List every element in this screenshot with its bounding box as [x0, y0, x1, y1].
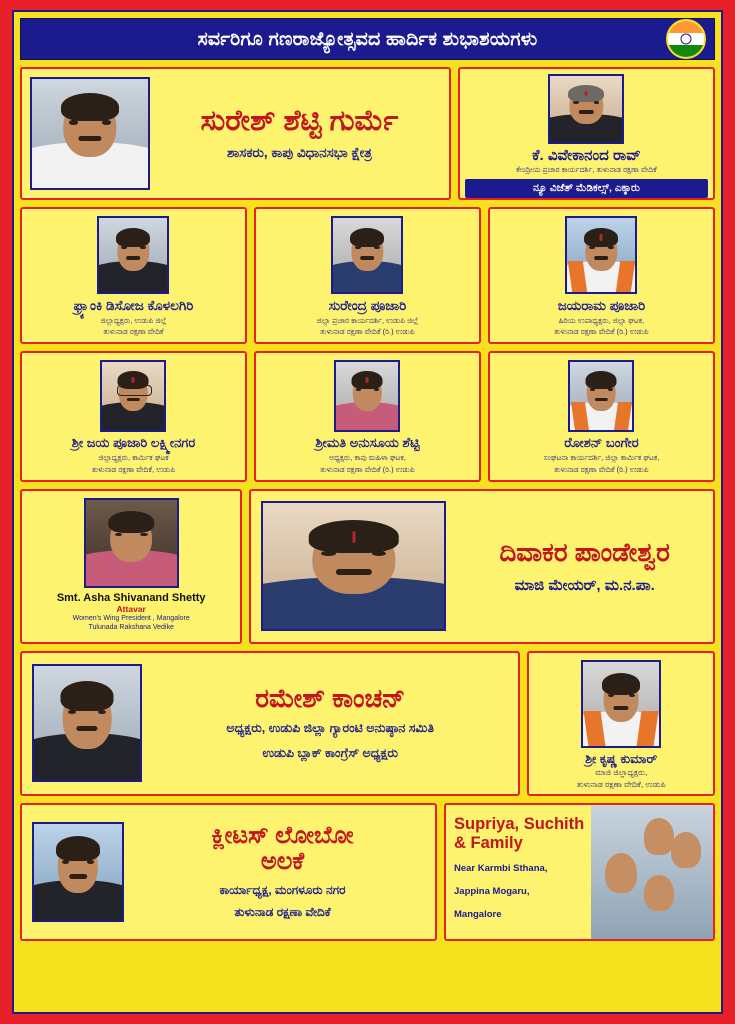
surendra-poojary-desc-1: ಜಿಲ್ಲಾ ಪ್ರಚಾರ ಕಾರ್ಯದರ್ಶಿ, ಉಡುಪಿ ಜಿಲ್ಲೆ: [316, 315, 419, 325]
card-surendra-poojary: [254, 207, 481, 344]
surendra-poojary-desc-2: ತುಳುನಾಡ ರಕ್ಷಣಾ ವೇದಿಕೆ (ರಿ.) ಉಡುಪಿ: [320, 326, 415, 336]
roshan-bangera-desc-2: ತುಳುನಾಡ ರಕ್ಷಣಾ ವೇದಿಕೆ (ರಿ.) ಉಡುಪಿ: [554, 464, 649, 474]
portrait-asha-shivanand-shetty: [84, 498, 179, 588]
portrait-cletus-lobo: [32, 822, 124, 922]
photo-family-group: [591, 805, 713, 939]
ramesh-kanchan-desc-2: ಉಡುಪಿ ಬ್ಲಾಕ್ ಕಾಂಗ್ರೆಸ್ ಅಧ್ಯಕ್ಷರು: [262, 746, 398, 761]
divakara-name: ದಿವಾಕರ ಪಾಂಡೇಶ್ವರ: [499, 537, 670, 568]
portrait-k-vivekananda-rao: [548, 74, 624, 144]
flag-band-saffron: [668, 21, 704, 33]
family-addr-1: Near Karmbi Sthana,: [454, 862, 548, 874]
card-cletus-lobo: [20, 803, 437, 941]
header-banner: [20, 18, 715, 60]
flag-band-white: [668, 33, 704, 45]
asha-shetty-name: Smt. Asha Shivanand Shetty: [56, 591, 206, 604]
cletus-lobo-name-2: ಅಲಕೆ: [260, 848, 305, 876]
jaya-poojary-name: ಶ್ರೀ ಜಯ ಪೂಜಾರಿ ಲಕ್ಷ್ಮೀನಗರ: [71, 435, 196, 451]
header-greeting: ಸರ್ವರಿಗೂ ಗಣರಾಜ್ಯೋತ್ಸವದ ಹಾರ್ದಿಕ ಶುಭಾಶಯಗಳು: [197, 28, 538, 50]
block-row-two: [20, 207, 715, 344]
portrait-franky-dsouza: [97, 216, 169, 294]
family-name-2: & Family: [454, 833, 523, 852]
block-featured-leader: [20, 67, 715, 200]
cletus-lobo-desc-2: ತುಳುನಾಡ ರಕ್ಷಣಾ ವೇದಿಕೆ: [234, 905, 331, 920]
jaya-poojary-desc-2: ತುಳುನಾಡ ರಕ್ಷಣಾ ವೇದಿಕೆ, ಉಡುಪಿ: [91, 464, 176, 474]
krishna-kumar-desc-1: ಮಾಜಿ ಜಿಲ್ಲಾಧ್ಯಕ್ಷರು,: [595, 768, 648, 778]
anusuya-shetty-name: ಶ್ರೀಮತಿ ಅನುಸೂಯ ಶೆಟ್ಟಿ: [315, 435, 420, 451]
roshan-bangera-desc-1: ಸಂಘಟನಾ ಕಾರ್ಯದರ್ಶಿ, ಜಿಲ್ಲಾ ಕಾರ್ಮಿಕ ಘಟಕ,: [543, 453, 660, 463]
krishna-kumar-desc-2: ತುಳುನಾಡ ರಕ್ಷಣಾ ವೇದಿಕೆ, ಉಡುಪಿ: [576, 780, 666, 790]
portrait-anusuya-shetty: [334, 360, 400, 432]
portrait-jaya-poojary: [100, 360, 166, 432]
asha-shetty-desc-1: Women's Wing President , Mangalore: [72, 614, 190, 622]
cletus-lobo-name-1: ಕ್ಲೀಟಸ್ ಲೋಬೋ: [211, 821, 354, 849]
ramesh-kanchan-name: ರಮೇಶ್ ಕಾಂಚನ್: [255, 682, 406, 713]
family-addr-2: Jappina Mogaru,: [454, 885, 530, 897]
asha-shetty-role: Attavar: [116, 603, 146, 614]
krishna-kumar-name: ಶ್ರೀ ಕೃಷ್ಣ ಕುಮಾರ್: [585, 751, 658, 766]
family-name-1: Supriya, Suchith: [454, 814, 585, 833]
portrait-suresh-shetty: [30, 77, 150, 190]
franky-dsouza-name: ಫ್ರ್ಯಾಂಕಿ ಡಿಸೋಜ ಕೊಳಲಗಿರಿ: [73, 298, 194, 313]
jayarama-poojary-desc-2: ತುಳುನಾಡ ರಕ್ಷಣಾ ವೇದಿಕೆ (ರಿ.) ಉಡುಪಿ: [554, 326, 649, 336]
anusuya-shetty-desc-1: ಅಧ್ಯಕ್ಷರು, ಕಾಪು ಮಹಿಳಾ ಘಟಕ,: [329, 453, 406, 463]
card-suresh-shetty: [20, 67, 451, 200]
jayarama-poojary-name: ಜಯರಾಮ ಪೂಜಾರಿ: [557, 298, 646, 313]
card-supriya-suchith-family: [444, 803, 715, 941]
vivekananda-rao-name: ಕೆ. ವಿವೇಕಾನಂದ ರಾವ್: [532, 147, 641, 164]
cletus-lobo-desc-1: ಕಾರ್ಯಾಧ್ಯಕ್ಷ, ಮಂಗಳೂರು ನಗರ: [219, 882, 346, 897]
portrait-roshan-bangera: [568, 360, 634, 432]
card-franky-dsouza: [20, 207, 247, 344]
roshan-bangera-name: ರೋಶನ್ ಬಂಗೇರ: [564, 435, 639, 451]
franky-dsouza-desc-1: ಜಿಲ್ಲಾಧ್ಯಕ್ಷರು, ಉಡುಪಿ ಜಿಲ್ಲೆ: [100, 315, 167, 325]
anusuya-shetty-desc-2: ತುಳುನಾಡ ರಕ್ಷಣಾ ವೇದಿಕೆ (ರಿ.) ಉಡುಪಿ: [320, 464, 415, 474]
poster-inner-panel: [12, 10, 723, 1014]
block-bottom: [20, 803, 715, 941]
card-divakara-pandeshwara: [249, 489, 715, 644]
vivekananda-rao-banner: ನ್ಯೂ ವಿಜೆತ್ ಮೆಡಿಕಲ್ಸ್, ಎಕ್ಕಾರು: [465, 179, 708, 198]
jayarama-poojary-desc-1: ಹಿರಿಯ ಉಪಾಧ್ಯಕ್ಷರು, ಜಿಲ್ಲಾ ಘಟಕ,: [558, 315, 645, 325]
franky-dsouza-desc-2: ತುಳುನಾಡ ರಕ್ಷಣಾ ವೇದಿಕೆ: [103, 326, 164, 336]
card-roshan-bangera: [488, 351, 715, 482]
jaya-poojary-desc-1: ಜಿಲ್ಲಾಧ್ಯಕ್ಷರು, ಕಾರ್ಮಿಕ ಘಟಕ: [98, 453, 169, 463]
portrait-krishna-kumar: [581, 660, 661, 748]
card-asha-shivanand-shetty: [20, 489, 242, 644]
card-ramesh-kanchan: [20, 651, 520, 796]
flag-band-green: [668, 45, 704, 57]
card-jayarama-poojary: [488, 207, 715, 344]
block-ramesh-kanchan: [20, 651, 715, 796]
card-vivekananda-rao: [458, 67, 715, 200]
ramesh-kanchan-desc-1: ಅಧ್ಯಕ್ಷರು, ಉಡುಪಿ ಜಿಲ್ಲಾ ಗ್ಯಾರಂಟಿ ಅನುಷ್ಠಾನ ಸಮಿತಿ: [226, 721, 434, 736]
vivekananda-rao-desc: ಕೇಂದ್ರೀಯ ಪ್ರಚಾರ ಕಾರ್ಯದರ್ಶಿ, ತುಳುನಾಡ ರಕ್ಷಣಾ ವೇದಿಕೆ: [516, 165, 657, 175]
ashoka-chakra-icon: [681, 33, 692, 44]
block-mayor: [20, 489, 715, 644]
portrait-ramesh-kanchan: [32, 664, 142, 782]
card-jaya-poojary: [20, 351, 247, 482]
card-krishna-kumar: [527, 651, 715, 796]
india-flag-icon: [666, 19, 706, 59]
asha-shetty-desc-2: Tulunada Rakshana Vedike: [88, 624, 174, 632]
block-row-three: [20, 351, 715, 482]
family-addr-3: Mangalore: [454, 908, 502, 920]
suresh-shetty-designation: ಶಾಸಕರು, ಕಾಪು ವಿಧಾನಸಭಾ ಕ್ಷೇತ್ರ: [227, 144, 372, 160]
surendra-poojary-name: ಸುರೇಂದ್ರ ಪೂಜಾರಿ: [328, 298, 407, 313]
suresh-shetty-name: ಸುರೇಶ್ ಶೆಟ್ಟಿ ಗುರ್ಮೆ: [200, 105, 399, 138]
card-anusuya-shetty: [254, 351, 481, 482]
portrait-jayarama-poojary: [565, 216, 637, 294]
portrait-divakara-pandeshwara: [261, 501, 446, 631]
divakara-designation: ಮಾಜಿ ಮೇಯರ್, ಮ.ನ.ಪಾ.: [514, 576, 655, 594]
portrait-surendra-poojary: [331, 216, 403, 294]
